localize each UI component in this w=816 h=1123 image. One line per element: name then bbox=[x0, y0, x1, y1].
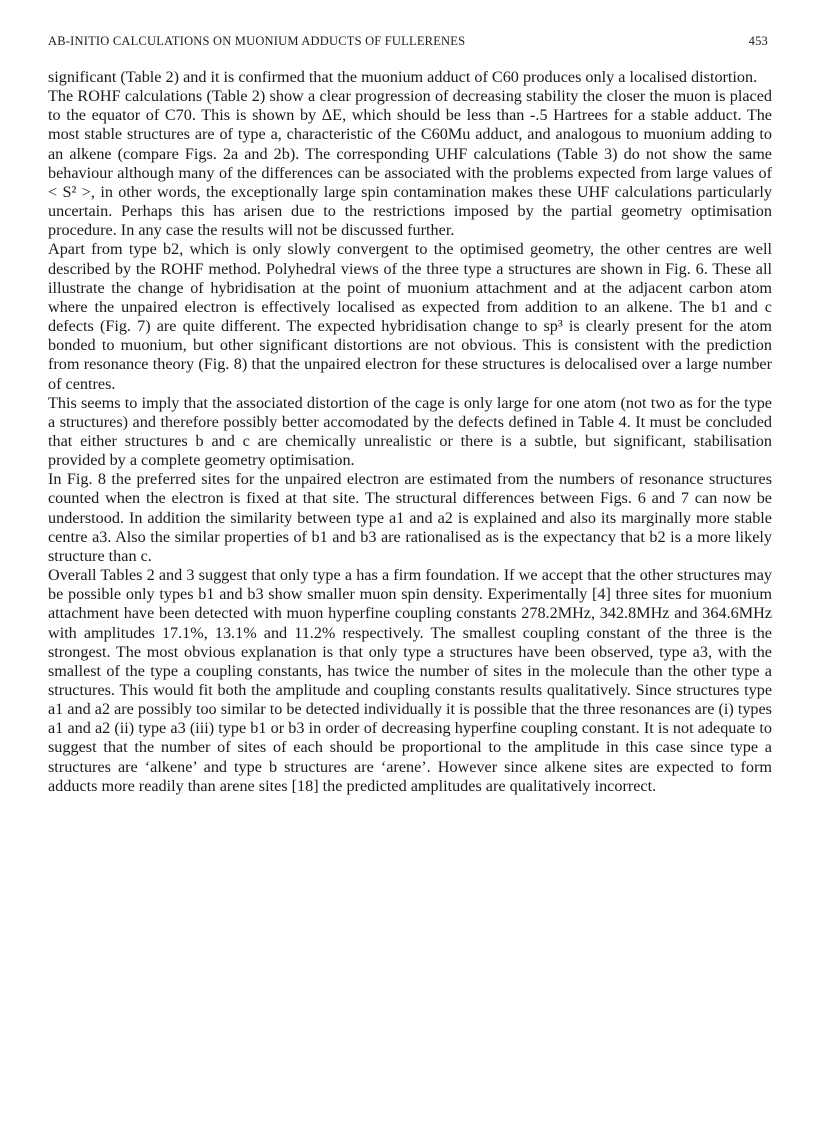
running-title: AB-INITIO CALCULATIONS ON MUONIUM ADDUCTS OF FULLERENES bbox=[48, 34, 466, 48]
paragraph-4: This seems to imply that the associated distortion of the cage is only large for one atom (not two as for the type a structures) and therefore possibly better accomodated by the defects defined in Table 4. It must be concluded that either structures b and c are chemically unrealistic or there is a subtle, but significant, stabilisation provided by a complete geometry optimisation. bbox=[48, 393, 772, 470]
paragraph-1: significant (Table 2) and it is confirmed that the muonium adduct of C60 produces only a localised distortion. bbox=[48, 68, 758, 86]
page-number: 453 bbox=[748, 34, 768, 48]
paragraph-3: Apart from type b2, which is only slowly convergent to the optimised geometry, the other centres are well described by the ROHF method. Polyhedral views of the three type a structures are shown in Fig. 6. These all illustrate the change of hybridisation at the point of muonium attachment and at the adjacent carbon atom where the unpaired electron is effectively localised as expected from addition to an alkene. The b1 and c defects (Fig. 7) are quite different. The expected hybridisation change to sp³ is clearly present for the atom bonded to muonium, but other significant distortions are not obvious. This is consistent with the prediction from resonance theory (Fig. 8) that the unpaired electron for these structures is delocalised over a large number of centres. bbox=[48, 240, 772, 393]
paragraph-2: The ROHF calculations (Table 2) show a clear progression of decreasing stability the closer the muon is placed to the equator of C70. This is shown by ΔE, which should be less than -.5 Hartrees for a stable adduct. The most stable structures are of type a, characteristic of the C60Mu adduct, and analogous to muonium adding to an alkene (compare Figs. 2a and 2b). The corresponding UHF calculations (Table 3) do not show the same behaviour although many of the differences can be associated with the problems expected from large values of < S² >, in other words, the exceptionally large spin contamination makes these UHF calculations particularly uncertain. Perhaps this has arisen due to the restrictions imposed by the partial geometry optimisation procedure. In any case the results will not be discussed further. bbox=[48, 87, 772, 240]
paragraph-6: Overall Tables 2 and 3 suggest that only type a has a firm foundation. If we accept that the other structures may be possible only types b1 and b3 show smaller muon spin density. Experimentally [4] three sites for muonium attachment have been detected with muon hyperfine coupling constants 278.2MHz, 342.8MHz and 364.6MHz with amplitudes 17.1%, 13.1% and 11.2% respectively. The smallest coupling constant of the three is the strongest. The most obvious explanation is that only type a structures have been observed, type a3, with the smallest of the type a coupling constants, has twice the number of sites in the molecule than the other type a structures. This would fit both the amplitude and coupling constants results qualitatively. Since structures type a1 and a2 are possibly too similar to be detected individually it is possible that the three resonances are (i) types a1 and a2 (ii) type a3 (iii) type b1 or b3 in order of decreasing hyperfine coupling constant. It is not adequate to suggest that the number of sites of each should be proportional to the amplitude in this case since type a structures are ‘alkene’ and type b structures are ‘arene’. However since alkene sites are expected to form adducts more readily than arene sites [18] the predicted amplitudes are qualitatively incorrect. bbox=[48, 566, 772, 795]
paragraph-5: In Fig. 8 the preferred sites for the unpaired electron are estimated from the numbers of resonance structures counted when the electron is fixed at that site. The structural differences between Figs. 6 and 7 can now be understood. In addition the similarity between type a1 and a2 is explained and also its marginally more stable centre a3. Also the similar properties of b1 and b3 are rationalised as is the expectancy that b2 is a more likely structure than c. bbox=[48, 470, 772, 565]
body-text bbox=[48, 68, 772, 796]
